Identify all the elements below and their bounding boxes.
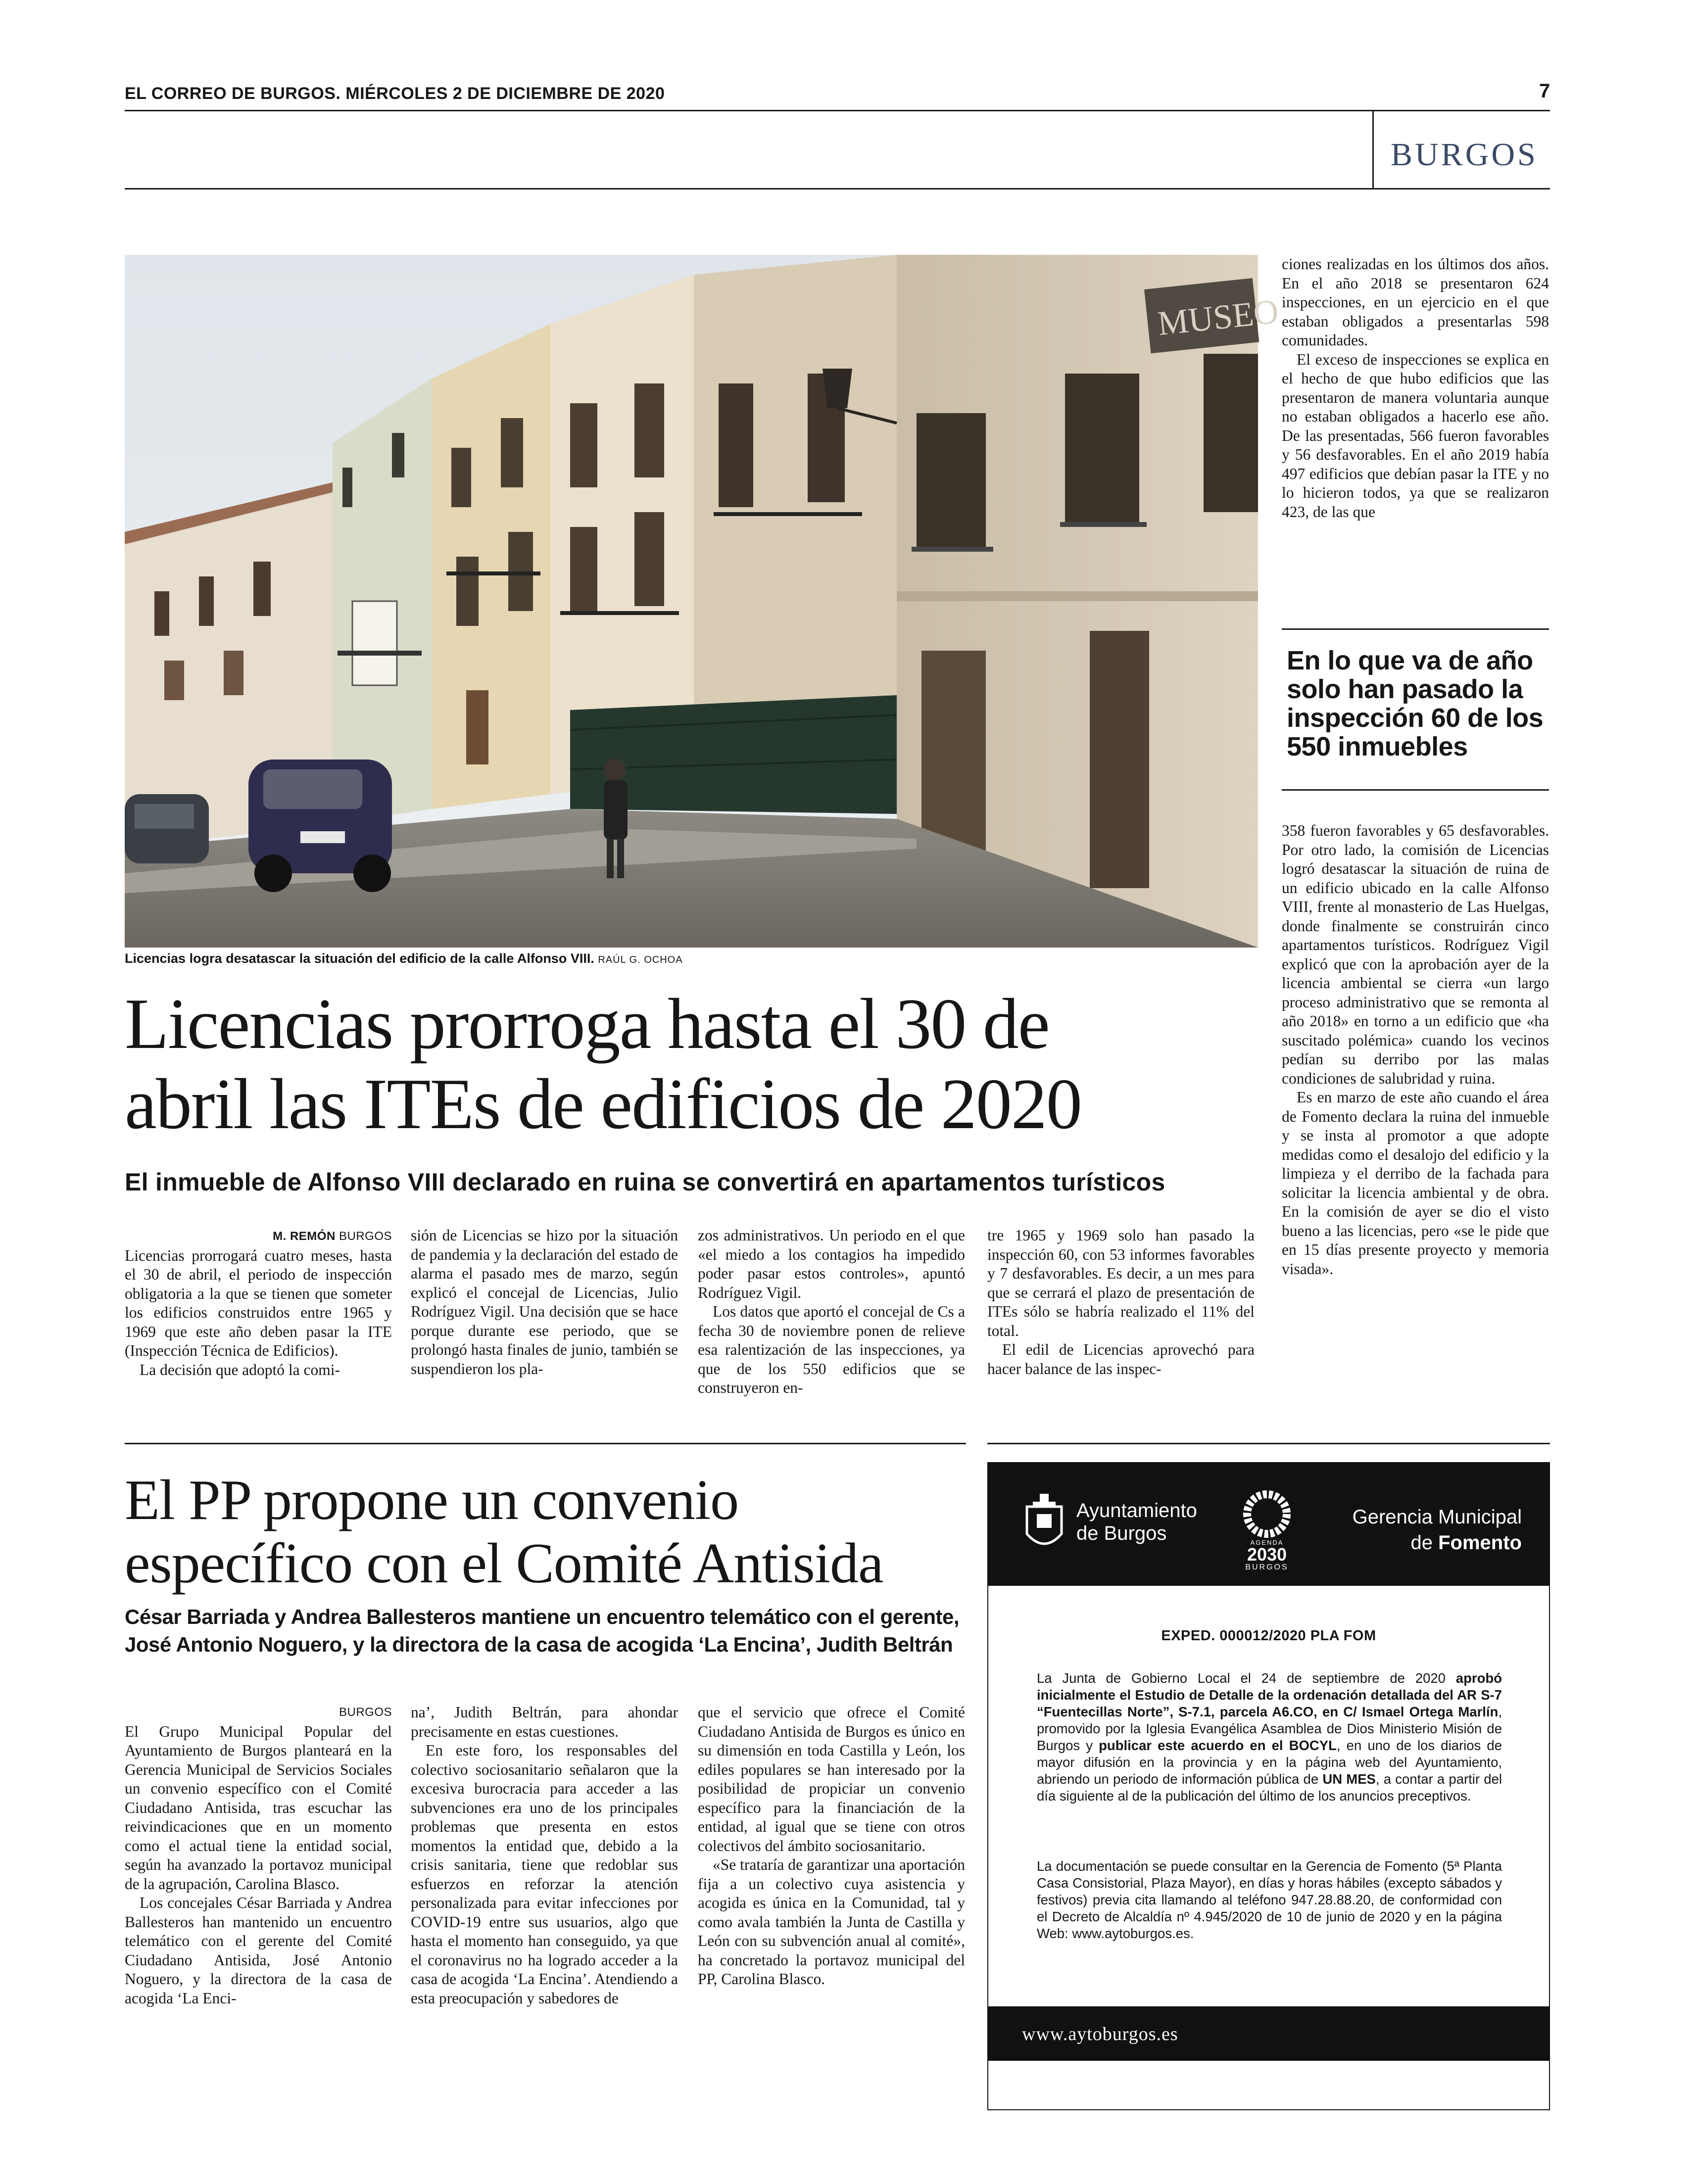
ad-footer-url[interactable]: www.aytoburgos.es — [1022, 2024, 1178, 2044]
article2-subhead-line1: César Barriada y Andrea Ballesteros mantiene un encuentro telemático con el gerente, — [125, 1605, 960, 1628]
agenda-city: BURGOS — [1245, 1563, 1289, 1571]
paragraph: Es en marzo de este año cuando el área de Fomento declara la ruina del inmueble y se insta al promotor a que adopte medidas como el desalojo del edificio y la limpieza y el derribo de la fachada para solicitar la licencia ambiental y de obra. En la comisión de ayer se dio el visto bueno a las licencias, pero «se le pide que en 15 días presente proyecto y memoria visada». — [1282, 1089, 1549, 1278]
article1-headline-line1: Licencias prorroga hasta el 30 de — [125, 984, 1049, 1064]
ad-text-run: , promovido por la Iglesia Evangélica Asamblea de Dios Ministerio Misión de Burgos y — [1037, 1704, 1502, 1753]
paragraph: Licencias prorrogará cuatro meses, hasta el 30 de abril, el periodo de inspección obligatoria a la que se tienen que someter los edificios construidos entre 1965 y 1969 que este año deben pasar la ITE (Inspección Técnica de Edificios). — [125, 1246, 392, 1359]
paragraph: que el servicio que ofrece el Comité Ciudadano Antisida de Burgos es único en su dimensión en toda Castilla y León, los ediles populares se han interesado por la posibilidad de propiciar un convenio específico para la financiación de la entidad, al igual que se tiene con otros colectivos del ámbito sociosanitario. — [698, 1704, 965, 1854]
article1-column-1 — [125, 1227, 392, 1379]
article2-headline-line2: específico con el Comité Antisida — [125, 1532, 883, 1595]
pullquote-rule-top — [1282, 628, 1549, 630]
article1-column-3 — [698, 1226, 965, 1398]
masthead-date: EL CORREO DE BURGOS. MIÉRCOLES 2 DE DICIEMBRE DE 2020 — [125, 84, 665, 103]
byline-place: BURGOS — [339, 1230, 392, 1243]
byline: BURGOS — [339, 1706, 392, 1719]
dept-line2-prefix: de — [1410, 1532, 1439, 1554]
article1-column-4 — [987, 1226, 1255, 1378]
paragraph: El Grupo Municipal Popular del Ayuntamiento de Burgos planteará en la Gerencia Municipal de Servicios Sociales un convenio específico con el Comité Ciudadano Antisida, tras escuchar las reivindicaciones que en un momento como el actual tiene la entidad social, según ha avanzado la portavoz municipal de la agrupación, Carolina Blasco. — [125, 1722, 392, 1893]
gerencia-logo-text — [1324, 1504, 1522, 1556]
paragraph: 358 fueron favorables y 65 desfavorables. Por otro lado, la comisión de Licencias logró desatascar la situación de ruina de un edificio ubicado en la calle Alfonso VIII, frente al monasterio de Las Huelgas, donde finalmente se construirán cinco apartamentos turísticos. Rodríguez Vigil explicó que con la aprobación ayer de la licencia ambiental se cierra «un largo proceso administrativo que se remonta al año 2018» en torno a un edificio que «ha suscitado polémica» cuando los vecinos pedían su derribo por las malas condiciones de salubridad y ruina. — [1282, 822, 1549, 1087]
ad-footer-banner — [987, 2006, 1550, 2061]
ad-text-run: , en uno de los diarios de mayor difusión en la provincia y en la página web del Ayuntamiento, abriendo un periodo de información pública de — [1037, 1738, 1502, 1787]
caption-text: Licencias logra desatascar la situación del edificio de la calle Alfonso VIII. — [125, 951, 594, 966]
article1-column-2 — [411, 1226, 678, 1378]
ad-text-bold: UN MES — [1322, 1771, 1376, 1787]
article-separator — [125, 1443, 966, 1444]
ad-text-run: , a contar a partir del día siguiente al de la publicación del último de los anuncios preceptivos. — [1037, 1771, 1502, 1804]
article2-column-2 — [411, 1703, 678, 2008]
pullquote-rule-bottom — [1282, 789, 1549, 791]
article1-right-column-bottom — [1282, 821, 1549, 1279]
article1-right-column-top — [1282, 255, 1549, 522]
header-rule — [125, 110, 1550, 111]
dept-line1: Gerencia Municipal — [1352, 1506, 1522, 1528]
section-divider — [1372, 110, 1374, 189]
paragraph: En este foro, los responsables del colectivo sociosanitario señalaron que la excesiva burocracia para acceder a las subvenciones era uno de los principales problemas que presenta en estos momentos la entidad que, debido a la crisis sanitaria, tiene que redoblar sus esfuerzos en reforzar la atención personalizada para evitar infecciones por COVID-19 entre sus usuarios, algo que hasta el momento han conseguido, ya que el coronavirus no ha logrado acceder a la casa de acogida ‘La Encina’. Atendiendo a esta preocupación y sabedores de — [411, 1742, 678, 2007]
paragraph: sión de Licencias se hizo por la situación de pandemia y la declaración del estado de alarma el pasado mes de marzo, según explicó el concejal de Licencias, Julio Rodríguez Vigil. Una decisión que se hace porque durante ese periodo, que se prolongó hasta finales de junio, también se suspendieron los pla- — [411, 1227, 678, 1377]
agenda-label: AGENDA — [1250, 1539, 1284, 1546]
ad-body-1 — [1037, 1670, 1502, 1804]
paragraph: zos administrativos. Un periodo en el que «el miedo a los contagios ha impedido poder pasar estos controles», apuntó Rodríguez Vigil. — [698, 1227, 965, 1301]
burgos-crest-icon — [1022, 1492, 1066, 1556]
agenda-2030-wheel-icon — [1242, 1489, 1292, 1539]
exped-number: EXPED. 000012/2020 PLA FOM — [1161, 1628, 1376, 1644]
ayuntamiento-logo-text — [1076, 1499, 1197, 1545]
paragraph: El edil de Licencias aprovechó para hacer balance de las inspec- — [987, 1341, 1255, 1377]
agenda-2030-logo-text — [1235, 1539, 1299, 1572]
org-line1: Ayuntamiento — [1076, 1500, 1197, 1521]
museo-sign-text: MUSEO — [1156, 292, 1281, 343]
ad-body-2: La documentación se puede consultar en la Gerencia de Fomento (5ª Planta Casa Consistorial, Plaza Mayor), en días y horas hábiles (excepto sábados y festivos) previa cita llamando al teléfono 947.28.88.20, de conformidad con el Decreto de Alcaldía nº 4.945/2020 de 10 de junio de 2020 y en la página Web: www.aytoburgos.es. — [1037, 1858, 1502, 1941]
photo-credit: RAÚL G. OCHOA — [598, 954, 683, 965]
paragraph: tre 1965 y 1969 solo han pasado la inspección 60, con 53 informes favorables y 7 desfavorables. Es decir, a un mes para que se cerrará el plazo de presentación de ITEs sólo se habría realizado el 11% del total. — [987, 1227, 1255, 1339]
article2-subhead-line2: José Antonio Noguero, y la directora de la casa de acogida ‘La Encina’, Judith Beltrán — [125, 1633, 953, 1656]
article2-headline — [125, 1469, 976, 1595]
article2-column-1 — [125, 1703, 392, 2008]
photo-caption — [125, 951, 683, 966]
ad-text-bold: publicar este acuerdo en el BOCYL — [1099, 1738, 1337, 1753]
ad-separator — [987, 1443, 1550, 1444]
ad-text-bold: aprobó inicialmente el Estudio de Detalle de la ordenación detallada del AR S-7 “Fuentecillas Norte”, S-7.1, parcela A6.CO, en C/ Ismael Ortega Marlín — [1037, 1670, 1502, 1719]
paragraph: Los datos que aportó el concejal de Cs a fecha 30 de noviembre ponen de relieve esa ralentización de las inspecciones, ya que de los 550 edificios que se construyeron en- — [698, 1303, 965, 1396]
article1-subhead: El inmueble de Alfonso VIII declarado en ruina se convertirá en apartamentos turísticos — [125, 1168, 1165, 1196]
dept-line2-bold: Fomento — [1438, 1532, 1522, 1554]
byline — [125, 1227, 392, 1246]
pullquote: En lo que va de año solo han pasado la inspección 60 de los 550 inmuebles — [1287, 646, 1544, 761]
org-line2: de Burgos — [1076, 1522, 1167, 1544]
header-rule-bottom — [125, 188, 1550, 190]
ad-text-run: La Junta de Gobierno Local el 24 de septiembre de 2020 — [1037, 1670, 1456, 1686]
street-photo — [125, 255, 1281, 948]
dept-line2 — [1324, 1530, 1522, 1556]
page-number: 7 — [1539, 80, 1550, 102]
article2-column-3 — [698, 1703, 965, 1989]
paragraph: La decisión que adoptó la comi- — [140, 1361, 340, 1378]
article2-subhead — [125, 1603, 976, 1659]
agenda-year: 2030 — [1247, 1544, 1287, 1565]
paragraph: El exceso de inspecciones se explica en el hecho de que hubo edificios que las presentaron de manera voluntaria aunque no estaban obligados a hacerlo ese año. De las presentadas, 566 fueron favorables y 56 desfavorables. En el año 2019 había 497 edificios que debían pasar la ITE y no lo hicieron todos, ya que se realizaron 423, de las que — [1282, 350, 1549, 521]
paragraph: ciones realizadas en los últimos dos años. En el año 2018 se presentaron 624 inspecciones, en un ejercicio en el que estaban obligados a presentarlas 598 comunidades. — [1282, 255, 1549, 349]
article2-headline-line1: El PP propone un convenio — [125, 1469, 739, 1532]
ad-header-banner — [987, 1462, 1550, 1586]
article1-headline-line2: abril las ITEs de edificios de 2020 — [125, 1064, 1081, 1144]
byline-author: M. REMÓN — [273, 1230, 336, 1243]
section-title: BURGOS — [1391, 137, 1538, 173]
article1-headline — [125, 984, 1263, 1144]
paragraph: na’, Judith Beltrán, para ahondar precisamente en estas cuestiones. — [411, 1704, 678, 1740]
paragraph: Los concejales César Barriada y Andrea Ballesteros han mantenido un encuentro telemático con el gerente del Comité Ciudadano Antisida, José Antonio Noguero, y la directora de la casa de acogida ‘La Enci- — [125, 1894, 392, 2007]
paragraph: «Se trataría de garantizar una aportación fija a un colectivo cuya asistencia y acogida es única en la Comunidad, tal y como avala también la Junta de Castilla y León con su subvención anual al comité», ha concretado la portavoz municipal del PP, Carolina Blasco. — [698, 1856, 965, 1988]
